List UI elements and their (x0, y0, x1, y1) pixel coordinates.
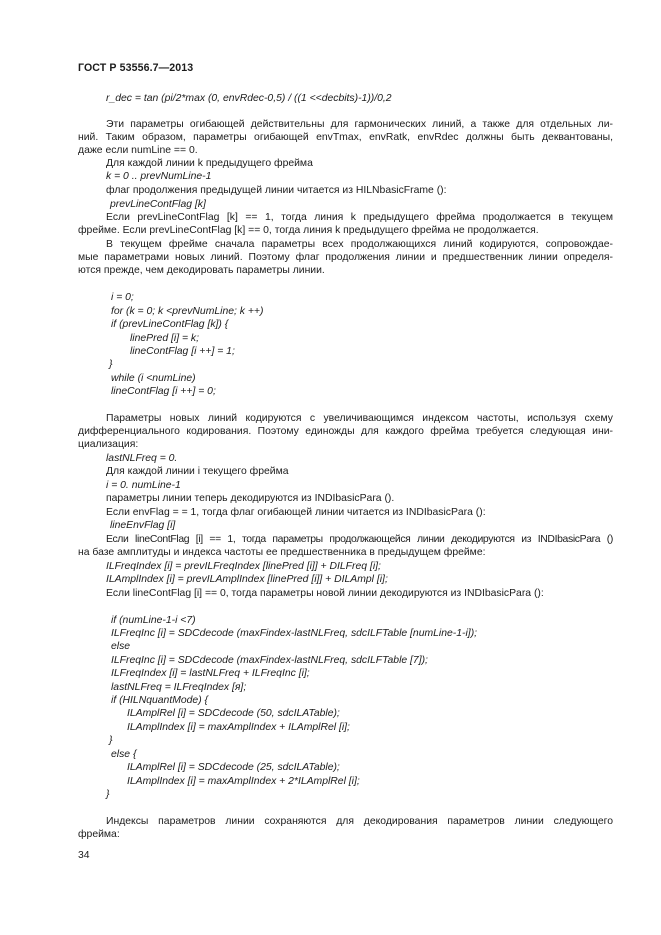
loop1-if-line2: фрейме. Если prevLineContFlag [k] == 0, тогда линия k предыдущего фрейма не продолжается. (78, 225, 539, 236)
para4-line1: Индексы параметров линии сохраняются для декодирования параметров линии следующего (106, 816, 613, 827)
para1-line2: ний. Таким образом, параметры огибающей envTmax, envRatk, envRdec должны быть деквантованы, (78, 132, 613, 143)
loop1-flag-var: prevLineContFlag [k] (110, 199, 206, 210)
loop2-decode-desc: параметры линии теперь декодируются из INDIbasicPara (). (106, 493, 395, 504)
loop2-freq-index: ILFreqIndex [i] = prevILFreqIndex [linePred [i]] + DILFreq [i]; (106, 561, 381, 572)
page-number: 34 (78, 850, 90, 861)
code1-line: linePred [i] = k; (130, 333, 200, 344)
loop2-cont-if-line1: Если lineContFlag [i] == 1, тогда параметры продолжающейся линии декодируются из INDIbasicPara () (106, 534, 613, 545)
code1-line: lineContFlag [i ++] = 0; (111, 386, 216, 397)
loop1-range: k = 0 .. prevNumLine-1 (106, 171, 212, 182)
para4-line2: фрейма: (78, 829, 120, 840)
code1-line: } (109, 359, 113, 370)
loop2-env-var: lineEnvFlag [i] (110, 520, 176, 531)
loop2-ampl-index: ILAmplIndex [i] = prevILAmplIndex [linePred [i]] + DILAmpl [i]; (106, 574, 388, 585)
code1-line: while (i <numLine) (111, 373, 196, 384)
loop1-if-line1: Если prevLineContFlag [k] == 1, тогда линия k предыдущего фрейма продолжается в текущем (106, 212, 613, 223)
loop2-env-if: Если envFlag = = 1, тогда флаг огибающей линии читается из INDIbasicPara (): (106, 507, 486, 518)
loop2-new-if: Если lineContFlag [i] == 0, тогда параметры новой линии декодируются из INDIbasicPara (): (106, 588, 544, 599)
loop1-flag-desc: флаг продолжения предыдущей линии читается из HILNbasicFrame (): (106, 185, 447, 196)
para2-line1: В текущем фрейме сначала параметры всех продолжающихся линий кодируются, сопровождае- (106, 239, 613, 250)
code2-line: } (109, 735, 113, 746)
code2-line: ILFreqInc [i] = SDCdecode (maxFindex-lastNLFreq, sdcILFTable [numLine-1-i]); (111, 628, 478, 639)
code2-line: } (106, 789, 110, 800)
para1-line1: Эти параметры огибающей действительны для гармонических линий, а также для отдельных ли- (106, 119, 613, 130)
loop2-cont-if-line2: на базе амплитуды и индекса частоты ее предшественника в предыдущем фрейме: (78, 547, 486, 558)
loop2-range: i = 0. numLine-1 (106, 480, 181, 491)
code2-line: ILAmplIndex [i] = maxAmplIndex + 2*ILAmplRel [i]; (127, 776, 360, 787)
code2-line: ILAmplRel [i] = SDCdecode (50, sdcILATable); (127, 708, 340, 719)
page-header: ГОСТ Р 53556.7—2013 (78, 62, 194, 74)
code2-line: else (111, 641, 131, 652)
formula-r-dec: r_dec = tan (pi/2*max (0, envRdec-0,5) / ((1 <<decbits)-1))/0,2 (106, 93, 392, 104)
code2-line: ILAmplRel [i] = SDCdecode (25, sdcILATable); (127, 762, 340, 773)
para3-line3: циализация: (78, 439, 139, 450)
loop2-init: lastNLFreq = 0. (106, 453, 178, 464)
code2-line: else { (111, 749, 137, 760)
code2-line: ILAmplIndex [i] = maxAmplIndex + ILAmplRel [i]; (127, 722, 350, 733)
para2-line3: ются прежде, чем декодировать параметры линии. (78, 265, 325, 276)
code1-line: for (k = 0; k <prevNumLine; k ++) (111, 306, 264, 317)
para1-line3: даже если numLine == 0. (78, 145, 198, 156)
code2-line: ILFreqInc [i] = SDCdecode (maxFindex-lastNLFreq, sdcILFTable [7]); (111, 655, 428, 666)
code2-line: ILFreqIndex [i] = lastNLFreq + ILFreqInc [i]; (111, 668, 310, 679)
code2-line: if (numLine-1-i <7) (111, 615, 196, 626)
code1-line: lineContFlag [i ++] = 1; (130, 346, 235, 357)
para3-line2: дифференциального кодирования. Поэтому единожды для каждого фрейма требуется следующая ини- (78, 426, 613, 437)
loop1-intro: Для каждой линии k предыдущего фрейма (106, 158, 313, 169)
loop2-intro: Для каждой линии i текущего фрейма (106, 466, 289, 477)
para3-line1: Параметры новых линий кодируются с увеличивающимся индексом частоты, используя схему (106, 413, 613, 424)
code2-line: if (HILNquantMode) { (111, 695, 209, 706)
para2-line2: мые параметрами новых линий. Поэтому флаг продолжения линии и предшественник линии определя- (78, 252, 613, 263)
code1-line: i = 0; (111, 292, 134, 303)
code2-line: lastNLFreq = ILFreqIndex [я]; (111, 682, 247, 693)
code1-line: if (prevLineContFlag [k]) { (111, 319, 229, 330)
